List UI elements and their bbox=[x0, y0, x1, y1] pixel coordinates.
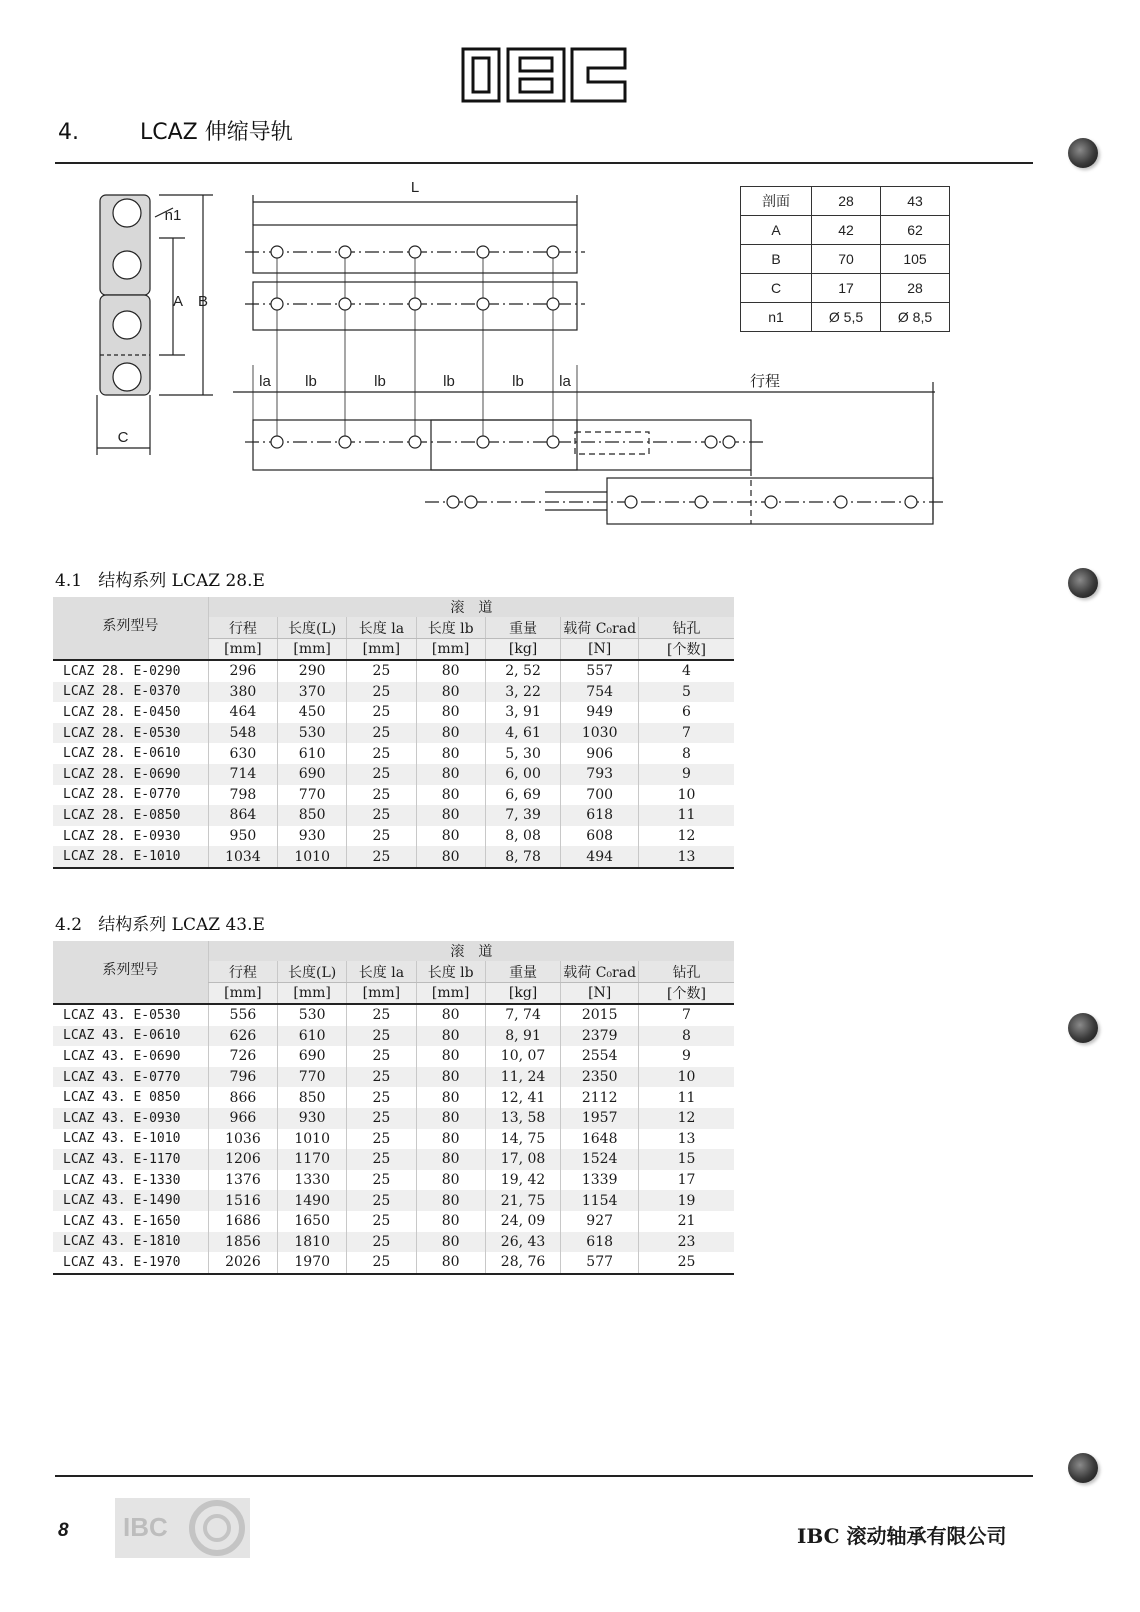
column-header: 长度 la bbox=[347, 617, 416, 639]
value-cell: 966 bbox=[208, 1108, 277, 1129]
value-cell: 930 bbox=[278, 1108, 347, 1129]
value-cell: 1030 bbox=[561, 723, 639, 744]
model-cell: LCAZ 43. E-0610 bbox=[53, 1026, 208, 1047]
value-cell: 1490 bbox=[278, 1190, 347, 1211]
model-cell: LCAZ 43. E-1490 bbox=[53, 1190, 208, 1211]
value-cell: 25 bbox=[347, 1087, 416, 1108]
value-cell: 7 bbox=[638, 723, 734, 744]
value-cell: 25 bbox=[347, 682, 416, 703]
ibc-logo bbox=[460, 46, 628, 104]
value-cell: 28, 76 bbox=[485, 1252, 561, 1274]
table-row bbox=[53, 1211, 734, 1232]
table-row bbox=[53, 805, 734, 826]
value-cell: 290 bbox=[278, 660, 347, 682]
column-unit: [kg] bbox=[485, 639, 561, 661]
column-header: 重量 bbox=[485, 617, 561, 639]
table-row bbox=[53, 1232, 734, 1253]
value-cell: 25 bbox=[347, 805, 416, 826]
model-cell: LCAZ 28. E-0530 bbox=[53, 723, 208, 744]
model-cell: LCAZ 43. E 0850 bbox=[53, 1087, 208, 1108]
value-cell: 1376 bbox=[208, 1170, 277, 1191]
value-cell: 850 bbox=[278, 805, 347, 826]
dimension-cell: 28 bbox=[812, 187, 881, 216]
value-cell: 796 bbox=[208, 1067, 277, 1088]
value-cell: 630 bbox=[208, 743, 277, 764]
value-cell: 80 bbox=[416, 743, 485, 764]
value-cell: 80 bbox=[416, 805, 485, 826]
dimension-row bbox=[741, 274, 950, 303]
value-cell: 80 bbox=[416, 1190, 485, 1211]
value-cell: 577 bbox=[561, 1252, 639, 1274]
value-cell: 80 bbox=[416, 1004, 485, 1026]
label-n1: n1 bbox=[164, 207, 182, 224]
column-unit: [kg] bbox=[485, 983, 561, 1005]
model-cell: LCAZ 43. E-0530 bbox=[53, 1004, 208, 1026]
value-cell: 25 bbox=[347, 1026, 416, 1047]
value-cell: 80 bbox=[416, 1046, 485, 1067]
table-row bbox=[53, 1026, 734, 1047]
table-row bbox=[53, 1149, 734, 1170]
value-cell: 10 bbox=[638, 1067, 734, 1088]
dimension-cell: 17 bbox=[812, 274, 881, 303]
value-cell: 19, 42 bbox=[485, 1170, 561, 1191]
column-unit: [个数] bbox=[638, 639, 734, 661]
value-cell: 770 bbox=[278, 1067, 347, 1088]
value-cell: 80 bbox=[416, 1149, 485, 1170]
model-cell: LCAZ 43. E-0770 bbox=[53, 1067, 208, 1088]
model-cell: LCAZ 43. E-0690 bbox=[53, 1046, 208, 1067]
column-header: 行程 bbox=[208, 961, 277, 983]
table-row bbox=[53, 660, 734, 682]
dimension-cell: A bbox=[741, 216, 812, 245]
value-cell: 626 bbox=[208, 1026, 277, 1047]
series2-name: 结构系列 LCAZ 43.E bbox=[98, 915, 265, 935]
value-cell: 11 bbox=[638, 805, 734, 826]
value-cell: 80 bbox=[416, 702, 485, 723]
value-cell: 13 bbox=[638, 846, 734, 868]
label-L: L bbox=[410, 179, 420, 196]
series2-title bbox=[55, 910, 265, 935]
value-cell: 296 bbox=[208, 660, 277, 682]
model-cell: LCAZ 28. E-0770 bbox=[53, 785, 208, 806]
label-B: B bbox=[197, 293, 209, 310]
footer-rule bbox=[55, 1475, 1033, 1477]
value-cell: 1810 bbox=[278, 1232, 347, 1253]
value-cell: 866 bbox=[208, 1087, 277, 1108]
value-cell: 850 bbox=[278, 1087, 347, 1108]
column-unit: [mm] bbox=[347, 639, 416, 661]
value-cell: 2, 52 bbox=[485, 660, 561, 682]
dimension-row bbox=[741, 245, 950, 274]
label-C: C bbox=[117, 429, 129, 446]
label-stroke: 行程 bbox=[749, 373, 781, 390]
value-cell: 1330 bbox=[278, 1170, 347, 1191]
value-cell: 9 bbox=[638, 1046, 734, 1067]
dimension-cell: 43 bbox=[881, 187, 950, 216]
model-cell: LCAZ 43. E-1970 bbox=[53, 1252, 208, 1274]
value-cell: 80 bbox=[416, 1232, 485, 1253]
column-unit: [mm] bbox=[416, 983, 485, 1005]
value-cell: 80 bbox=[416, 660, 485, 682]
label-lb: lb bbox=[305, 373, 317, 390]
value-cell: 80 bbox=[416, 1087, 485, 1108]
column-header: 长度(L) bbox=[278, 617, 347, 639]
value-cell: 4 bbox=[638, 660, 734, 682]
value-cell: 25 bbox=[347, 1190, 416, 1211]
series2-table bbox=[53, 941, 734, 1275]
value-cell: 7, 39 bbox=[485, 805, 561, 826]
value-cell: 700 bbox=[561, 785, 639, 806]
dimension-cell: 62 bbox=[881, 216, 950, 245]
value-cell: 798 bbox=[208, 785, 277, 806]
column-header: 载荷 C₀rad bbox=[561, 961, 639, 983]
table-row bbox=[53, 1129, 734, 1150]
section-title: LCAZ 伸缩导轨 bbox=[140, 120, 293, 145]
value-cell: 618 bbox=[561, 1232, 639, 1253]
value-cell: 949 bbox=[561, 702, 639, 723]
column-unit: [mm] bbox=[347, 983, 416, 1005]
value-cell: 1339 bbox=[561, 1170, 639, 1191]
value-cell: 25 bbox=[347, 1108, 416, 1129]
value-cell: 1034 bbox=[208, 846, 277, 868]
table-row bbox=[53, 1190, 734, 1211]
label-A: A bbox=[172, 293, 184, 310]
value-cell: 1010 bbox=[278, 846, 347, 868]
table-row bbox=[53, 1252, 734, 1274]
value-cell: 380 bbox=[208, 682, 277, 703]
model-cell: LCAZ 43. E-0930 bbox=[53, 1108, 208, 1129]
series2-number: 4.2 bbox=[55, 915, 83, 935]
table-row bbox=[53, 702, 734, 723]
value-cell: 80 bbox=[416, 682, 485, 703]
value-cell: 3, 22 bbox=[485, 682, 561, 703]
column-unit: [mm] bbox=[278, 983, 347, 1005]
value-cell: 25 bbox=[347, 723, 416, 744]
value-cell: 25 bbox=[347, 826, 416, 847]
model-cell: LCAZ 43. E-1330 bbox=[53, 1170, 208, 1191]
dimension-cell: B bbox=[741, 245, 812, 274]
value-cell: 690 bbox=[278, 764, 347, 785]
value-cell: 8, 78 bbox=[485, 846, 561, 868]
value-cell: 1648 bbox=[561, 1129, 639, 1150]
header-group: 滚 道 bbox=[208, 597, 734, 617]
value-cell: 726 bbox=[208, 1046, 277, 1067]
table-row bbox=[53, 1046, 734, 1067]
value-cell: 930 bbox=[278, 826, 347, 847]
value-cell: 714 bbox=[208, 764, 277, 785]
value-cell: 26, 43 bbox=[485, 1232, 561, 1253]
value-cell: 464 bbox=[208, 702, 277, 723]
value-cell: 2554 bbox=[561, 1046, 639, 1067]
value-cell: 80 bbox=[416, 723, 485, 744]
value-cell: 25 bbox=[347, 1170, 416, 1191]
dimension-cell: Ø 5,5 bbox=[812, 303, 881, 332]
dimension-cell: 28 bbox=[881, 274, 950, 303]
punch-hole bbox=[1068, 1453, 1098, 1483]
value-cell: 8, 91 bbox=[485, 1026, 561, 1047]
dimension-cell: n1 bbox=[741, 303, 812, 332]
model-cell: LCAZ 28. E-0850 bbox=[53, 805, 208, 826]
value-cell: 610 bbox=[278, 1026, 347, 1047]
value-cell: 556 bbox=[208, 1004, 277, 1026]
value-cell: 754 bbox=[561, 682, 639, 703]
value-cell: 557 bbox=[561, 660, 639, 682]
value-cell: 8, 08 bbox=[485, 826, 561, 847]
value-cell: 906 bbox=[561, 743, 639, 764]
value-cell: 80 bbox=[416, 846, 485, 868]
label-lb: lb bbox=[512, 373, 524, 390]
column-header: 长度(L) bbox=[278, 961, 347, 983]
value-cell: 6, 69 bbox=[485, 785, 561, 806]
value-cell: 450 bbox=[278, 702, 347, 723]
value-cell: 25 bbox=[347, 764, 416, 785]
value-cell: 793 bbox=[561, 764, 639, 785]
model-cell: LCAZ 28. E-0610 bbox=[53, 743, 208, 764]
model-cell: LCAZ 43. E-1170 bbox=[53, 1149, 208, 1170]
column-header: 载荷 C₀rad bbox=[561, 617, 639, 639]
value-cell: 80 bbox=[416, 1108, 485, 1129]
value-cell: 25 bbox=[347, 743, 416, 764]
value-cell: 494 bbox=[561, 846, 639, 868]
column-header: 长度 lb bbox=[416, 617, 485, 639]
value-cell: 927 bbox=[561, 1211, 639, 1232]
section-heading bbox=[58, 115, 293, 146]
table-row bbox=[53, 846, 734, 868]
dimension-cell: 105 bbox=[881, 245, 950, 274]
model-cell: LCAZ 28. E-1010 bbox=[53, 846, 208, 868]
dimension-cell: 70 bbox=[812, 245, 881, 274]
column-unit: [N] bbox=[561, 639, 639, 661]
value-cell: 5 bbox=[638, 682, 734, 703]
series1-name: 结构系列 LCAZ 28.E bbox=[98, 571, 265, 591]
value-cell: 2015 bbox=[561, 1004, 639, 1026]
column-unit: [mm] bbox=[416, 639, 485, 661]
value-cell: 530 bbox=[278, 723, 347, 744]
table-row bbox=[53, 682, 734, 703]
value-cell: 25 bbox=[347, 1149, 416, 1170]
section-number: 4. bbox=[58, 120, 79, 145]
label-lb: lb bbox=[443, 373, 455, 390]
value-cell: 10, 07 bbox=[485, 1046, 561, 1067]
footer-logo bbox=[115, 1498, 250, 1558]
value-cell: 1970 bbox=[278, 1252, 347, 1274]
value-cell: 12 bbox=[638, 1108, 734, 1129]
value-cell: 25 bbox=[347, 1232, 416, 1253]
value-cell: 14, 75 bbox=[485, 1129, 561, 1150]
value-cell: 80 bbox=[416, 764, 485, 785]
header-model: 系列型号 bbox=[53, 597, 208, 660]
value-cell: 80 bbox=[416, 1170, 485, 1191]
dimension-cell: 剖面 bbox=[741, 187, 812, 216]
value-cell: 1206 bbox=[208, 1149, 277, 1170]
value-cell: 1856 bbox=[208, 1232, 277, 1253]
value-cell: 9 bbox=[638, 764, 734, 785]
label-la: la bbox=[259, 373, 271, 390]
value-cell: 1036 bbox=[208, 1129, 277, 1150]
value-cell: 1154 bbox=[561, 1190, 639, 1211]
value-cell: 80 bbox=[416, 1129, 485, 1150]
value-cell: 80 bbox=[416, 1026, 485, 1047]
header-model: 系列型号 bbox=[53, 941, 208, 1004]
value-cell: 7 bbox=[638, 1004, 734, 1026]
company-name: IBC 滚动轴承有限公司 bbox=[797, 1524, 1007, 1548]
value-cell: 1650 bbox=[278, 1211, 347, 1232]
table-row bbox=[53, 1170, 734, 1191]
value-cell: 6, 00 bbox=[485, 764, 561, 785]
cross-section bbox=[100, 195, 150, 395]
value-cell: 13 bbox=[638, 1129, 734, 1150]
value-cell: 4, 61 bbox=[485, 723, 561, 744]
series1-table bbox=[53, 597, 734, 869]
label-la: la bbox=[559, 373, 571, 390]
column-header: 钻孔 bbox=[638, 617, 734, 639]
value-cell: 370 bbox=[278, 682, 347, 703]
value-cell: 12 bbox=[638, 826, 734, 847]
model-cell: LCAZ 28. E-0930 bbox=[53, 826, 208, 847]
value-cell: 1170 bbox=[278, 1149, 347, 1170]
table-row bbox=[53, 785, 734, 806]
value-cell: 608 bbox=[561, 826, 639, 847]
model-cell: LCAZ 28. E-0290 bbox=[53, 660, 208, 682]
value-cell: 25 bbox=[638, 1252, 734, 1274]
value-cell: 1957 bbox=[561, 1108, 639, 1129]
value-cell: 25 bbox=[347, 1211, 416, 1232]
table-row bbox=[53, 764, 734, 785]
value-cell: 3, 91 bbox=[485, 702, 561, 723]
dimension-table bbox=[740, 186, 950, 332]
dimension-cell: C bbox=[741, 274, 812, 303]
value-cell: 25 bbox=[347, 1252, 416, 1274]
value-cell: 25 bbox=[347, 785, 416, 806]
value-cell: 80 bbox=[416, 785, 485, 806]
table-row bbox=[53, 1067, 734, 1088]
value-cell: 610 bbox=[278, 743, 347, 764]
value-cell: 1516 bbox=[208, 1190, 277, 1211]
table-row bbox=[53, 743, 734, 764]
value-cell: 2112 bbox=[561, 1087, 639, 1108]
column-header: 重量 bbox=[485, 961, 561, 983]
value-cell: 17 bbox=[638, 1170, 734, 1191]
page-number: 8 bbox=[58, 1520, 69, 1541]
value-cell: 530 bbox=[278, 1004, 347, 1026]
series1-number: 4.1 bbox=[55, 571, 83, 591]
value-cell: 13, 58 bbox=[485, 1108, 561, 1129]
model-cell: LCAZ 28. E-0450 bbox=[53, 702, 208, 723]
value-cell: 1010 bbox=[278, 1129, 347, 1150]
value-cell: 24, 09 bbox=[485, 1211, 561, 1232]
value-cell: 11, 24 bbox=[485, 1067, 561, 1088]
value-cell: 25 bbox=[347, 702, 416, 723]
model-cell: LCAZ 28. E-0690 bbox=[53, 764, 208, 785]
table-row bbox=[53, 1108, 734, 1129]
footer-logo-text: IBC bbox=[123, 1512, 168, 1542]
value-cell: 25 bbox=[347, 1067, 416, 1088]
value-cell: 25 bbox=[347, 846, 416, 868]
series1-title bbox=[55, 566, 265, 591]
value-cell: 21, 75 bbox=[485, 1190, 561, 1211]
punch-hole bbox=[1068, 138, 1098, 168]
value-cell: 5, 30 bbox=[485, 743, 561, 764]
value-cell: 548 bbox=[208, 723, 277, 744]
column-header: 钻孔 bbox=[638, 961, 734, 983]
value-cell: 770 bbox=[278, 785, 347, 806]
header-rule bbox=[55, 162, 1033, 164]
column-unit: [mm] bbox=[208, 983, 277, 1005]
value-cell: 80 bbox=[416, 1252, 485, 1274]
column-unit: [mm] bbox=[208, 639, 277, 661]
value-cell: 17, 08 bbox=[485, 1149, 561, 1170]
value-cell: 8 bbox=[638, 1026, 734, 1047]
table-row bbox=[53, 1004, 734, 1026]
value-cell: 864 bbox=[208, 805, 277, 826]
value-cell: 1686 bbox=[208, 1211, 277, 1232]
value-cell: 6 bbox=[638, 702, 734, 723]
value-cell: 25 bbox=[347, 660, 416, 682]
value-cell: 2350 bbox=[561, 1067, 639, 1088]
column-header: 长度 la bbox=[347, 961, 416, 983]
value-cell: 80 bbox=[416, 1211, 485, 1232]
value-cell: 7, 74 bbox=[485, 1004, 561, 1026]
label-lb: lb bbox=[374, 373, 386, 390]
model-cell: LCAZ 28. E-0370 bbox=[53, 682, 208, 703]
table-row bbox=[53, 826, 734, 847]
column-header: 长度 lb bbox=[416, 961, 485, 983]
column-unit: [N] bbox=[561, 983, 639, 1005]
model-cell: LCAZ 43. E-1650 bbox=[53, 1211, 208, 1232]
header-group: 滚 道 bbox=[208, 941, 734, 961]
column-unit: [mm] bbox=[278, 639, 347, 661]
value-cell: 12, 41 bbox=[485, 1087, 561, 1108]
value-cell: 950 bbox=[208, 826, 277, 847]
value-cell: 2379 bbox=[561, 1026, 639, 1047]
dimension-cell: 42 bbox=[812, 216, 881, 245]
column-unit: [个数] bbox=[638, 983, 734, 1005]
value-cell: 1524 bbox=[561, 1149, 639, 1170]
value-cell: 10 bbox=[638, 785, 734, 806]
value-cell: 21 bbox=[638, 1211, 734, 1232]
value-cell: 80 bbox=[416, 826, 485, 847]
dimension-cell: Ø 8,5 bbox=[881, 303, 950, 332]
value-cell: 11 bbox=[638, 1087, 734, 1108]
model-cell: LCAZ 43. E-1810 bbox=[53, 1232, 208, 1253]
dimension-row bbox=[741, 216, 950, 245]
value-cell: 2026 bbox=[208, 1252, 277, 1274]
value-cell: 19 bbox=[638, 1190, 734, 1211]
value-cell: 15 bbox=[638, 1149, 734, 1170]
value-cell: 25 bbox=[347, 1046, 416, 1067]
dimension-row bbox=[741, 303, 950, 332]
punch-hole bbox=[1068, 568, 1098, 598]
value-cell: 80 bbox=[416, 1067, 485, 1088]
table-row bbox=[53, 723, 734, 744]
value-cell: 8 bbox=[638, 743, 734, 764]
dimension-row bbox=[741, 187, 950, 216]
value-cell: 618 bbox=[561, 805, 639, 826]
punch-hole bbox=[1068, 1013, 1098, 1043]
value-cell: 690 bbox=[278, 1046, 347, 1067]
value-cell: 25 bbox=[347, 1004, 416, 1026]
model-cell: LCAZ 43. E-1010 bbox=[53, 1129, 208, 1150]
table-row bbox=[53, 1087, 734, 1108]
value-cell: 25 bbox=[347, 1129, 416, 1150]
value-cell: 23 bbox=[638, 1232, 734, 1253]
column-header: 行程 bbox=[208, 617, 277, 639]
